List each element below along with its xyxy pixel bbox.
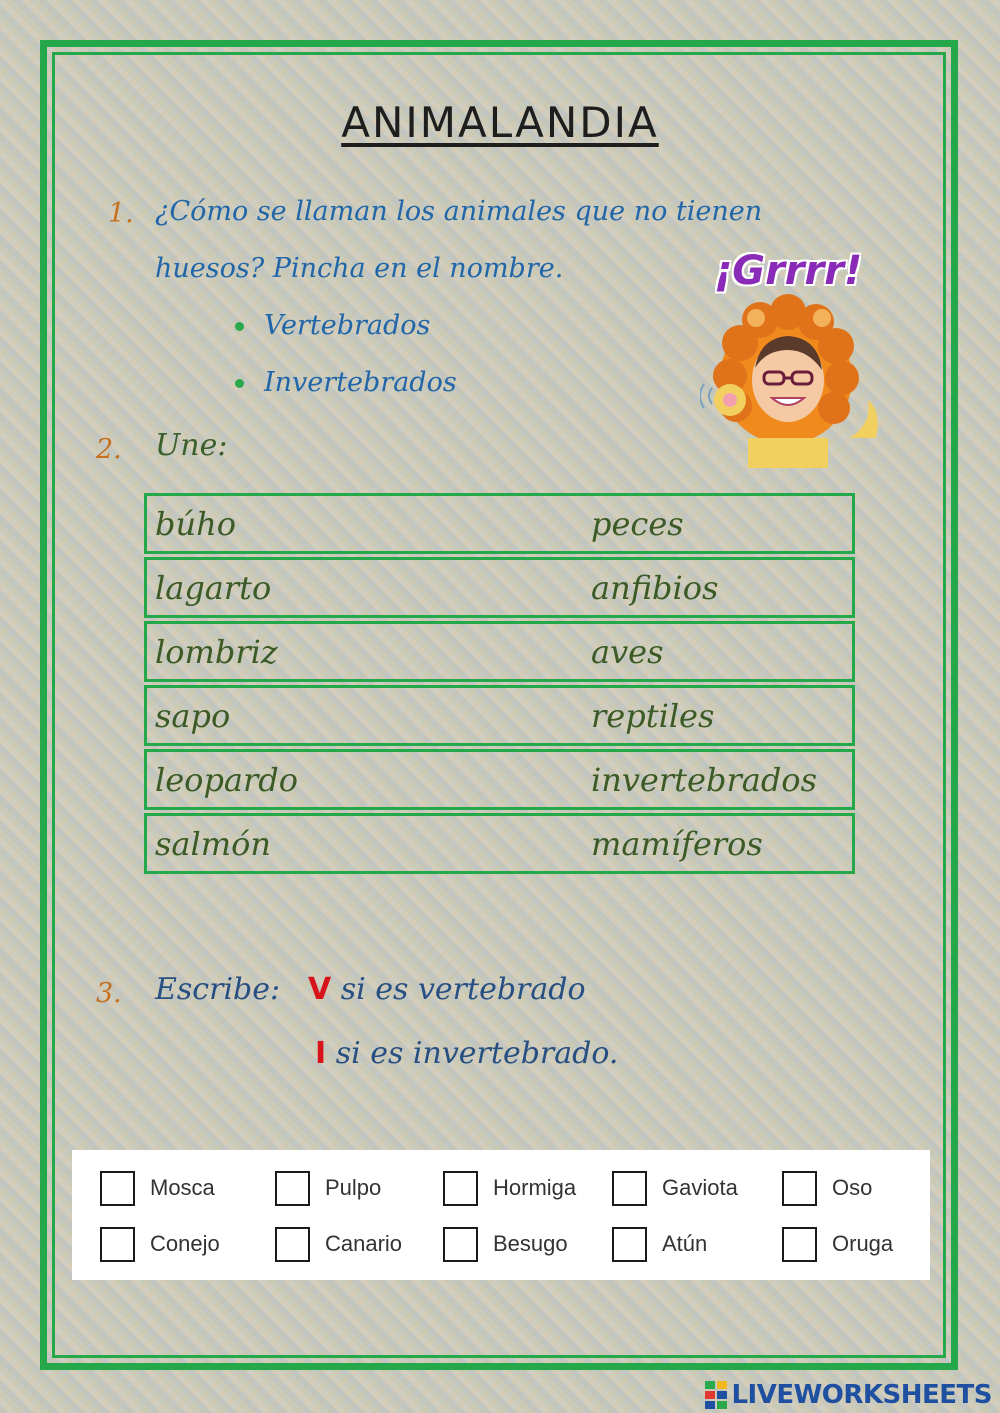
table-row bbox=[144, 685, 855, 746]
animal-label: Mosca bbox=[150, 1175, 215, 1200]
checkbox-item bbox=[443, 1224, 568, 1264]
answer-box[interactable] bbox=[612, 1171, 647, 1206]
option-label: Vertebrados bbox=[264, 310, 431, 341]
match-item-left[interactable]: lagarto bbox=[155, 569, 272, 607]
question-3-number: 3. bbox=[96, 978, 122, 1009]
checkbox-item bbox=[275, 1168, 381, 1208]
checkbox-item bbox=[443, 1168, 576, 1208]
match-item-right[interactable]: aves bbox=[591, 633, 664, 671]
checkbox-item bbox=[782, 1168, 872, 1208]
option-invertebrados[interactable] bbox=[235, 367, 457, 398]
match-item-right[interactable]: anfibios bbox=[591, 569, 719, 607]
liveworksheets-brand[interactable] bbox=[705, 1380, 992, 1410]
animal-label: Conejo bbox=[150, 1231, 220, 1256]
animal-label: Oruga bbox=[832, 1231, 894, 1256]
v-letter: V bbox=[308, 972, 332, 1007]
answer-box[interactable] bbox=[612, 1227, 647, 1262]
table-row bbox=[144, 749, 855, 810]
answer-box[interactable] bbox=[782, 1227, 817, 1262]
matching-table bbox=[144, 493, 855, 877]
match-item-left[interactable]: búho bbox=[155, 505, 236, 543]
match-item-left[interactable]: lombriz bbox=[155, 633, 278, 671]
match-item-right[interactable]: invertebrados bbox=[591, 761, 817, 799]
animal-label: Hormiga bbox=[493, 1175, 577, 1200]
checkbox-item bbox=[100, 1224, 220, 1264]
animal-label: Canario bbox=[325, 1231, 403, 1256]
match-item-right[interactable]: reptiles bbox=[591, 697, 715, 735]
bullet-icon bbox=[235, 379, 244, 388]
answer-box[interactable] bbox=[782, 1171, 817, 1206]
question-1-line-1: ¿Cómo se llaman los animales que no tienen bbox=[155, 196, 763, 227]
animal-label: Pulpo bbox=[325, 1175, 382, 1200]
table-row bbox=[144, 557, 855, 618]
table-row bbox=[144, 493, 855, 554]
option-vertebrados[interactable] bbox=[235, 310, 430, 341]
question-2-label: Une: bbox=[155, 428, 228, 463]
animal-label: Atún bbox=[662, 1231, 708, 1256]
table-row bbox=[144, 813, 855, 874]
match-item-left[interactable]: salmón bbox=[155, 825, 271, 863]
animal-label: Besugo bbox=[493, 1231, 568, 1256]
match-item-right[interactable]: peces bbox=[591, 505, 684, 543]
question-1-number: 1. bbox=[108, 198, 134, 229]
question-3-label: Escribe: bbox=[155, 972, 281, 1007]
answer-box[interactable] bbox=[443, 1227, 478, 1262]
checkbox-item bbox=[100, 1168, 215, 1208]
match-item-right[interactable]: mamíferos bbox=[591, 825, 763, 863]
answer-box[interactable] bbox=[443, 1171, 478, 1206]
checkbox-item bbox=[612, 1168, 738, 1208]
page-title: ANIMALANDIA bbox=[341, 98, 659, 147]
answer-box[interactable] bbox=[100, 1227, 135, 1262]
answer-box[interactable] bbox=[275, 1227, 310, 1262]
answer-box[interactable] bbox=[275, 1171, 310, 1206]
brand-name: LIVEWORKSHEETS bbox=[731, 1380, 992, 1410]
vertebrate-instruction bbox=[308, 972, 586, 1007]
answer-box[interactable] bbox=[100, 1171, 135, 1206]
match-item-left[interactable]: sapo bbox=[155, 697, 231, 735]
bullet-icon bbox=[235, 322, 244, 331]
animal-label: Oso bbox=[832, 1175, 873, 1200]
checkbox-item bbox=[782, 1224, 893, 1264]
animal-label: Gaviota bbox=[662, 1175, 738, 1200]
invertebrate-instruction bbox=[315, 1036, 618, 1071]
question-1-line-2: huesos? Pincha en el nombre. bbox=[155, 253, 564, 284]
animal-checkbox-panel bbox=[72, 1150, 930, 1280]
i-letter: I bbox=[315, 1036, 327, 1071]
lion-sticker bbox=[700, 248, 900, 468]
table-row bbox=[144, 621, 855, 682]
liveworksheets-logo-icon bbox=[705, 1381, 727, 1409]
v-text: si es vertebrado bbox=[340, 972, 586, 1007]
question-2-number: 2. bbox=[96, 434, 122, 465]
checkbox-item bbox=[612, 1224, 707, 1264]
checkbox-item bbox=[275, 1224, 402, 1264]
sticker-text: ¡Grrrr! bbox=[714, 248, 863, 294]
i-text: si es invertebrado. bbox=[335, 1036, 619, 1071]
match-item-left[interactable]: leopardo bbox=[155, 761, 299, 799]
option-label: Invertebrados bbox=[264, 367, 457, 398]
